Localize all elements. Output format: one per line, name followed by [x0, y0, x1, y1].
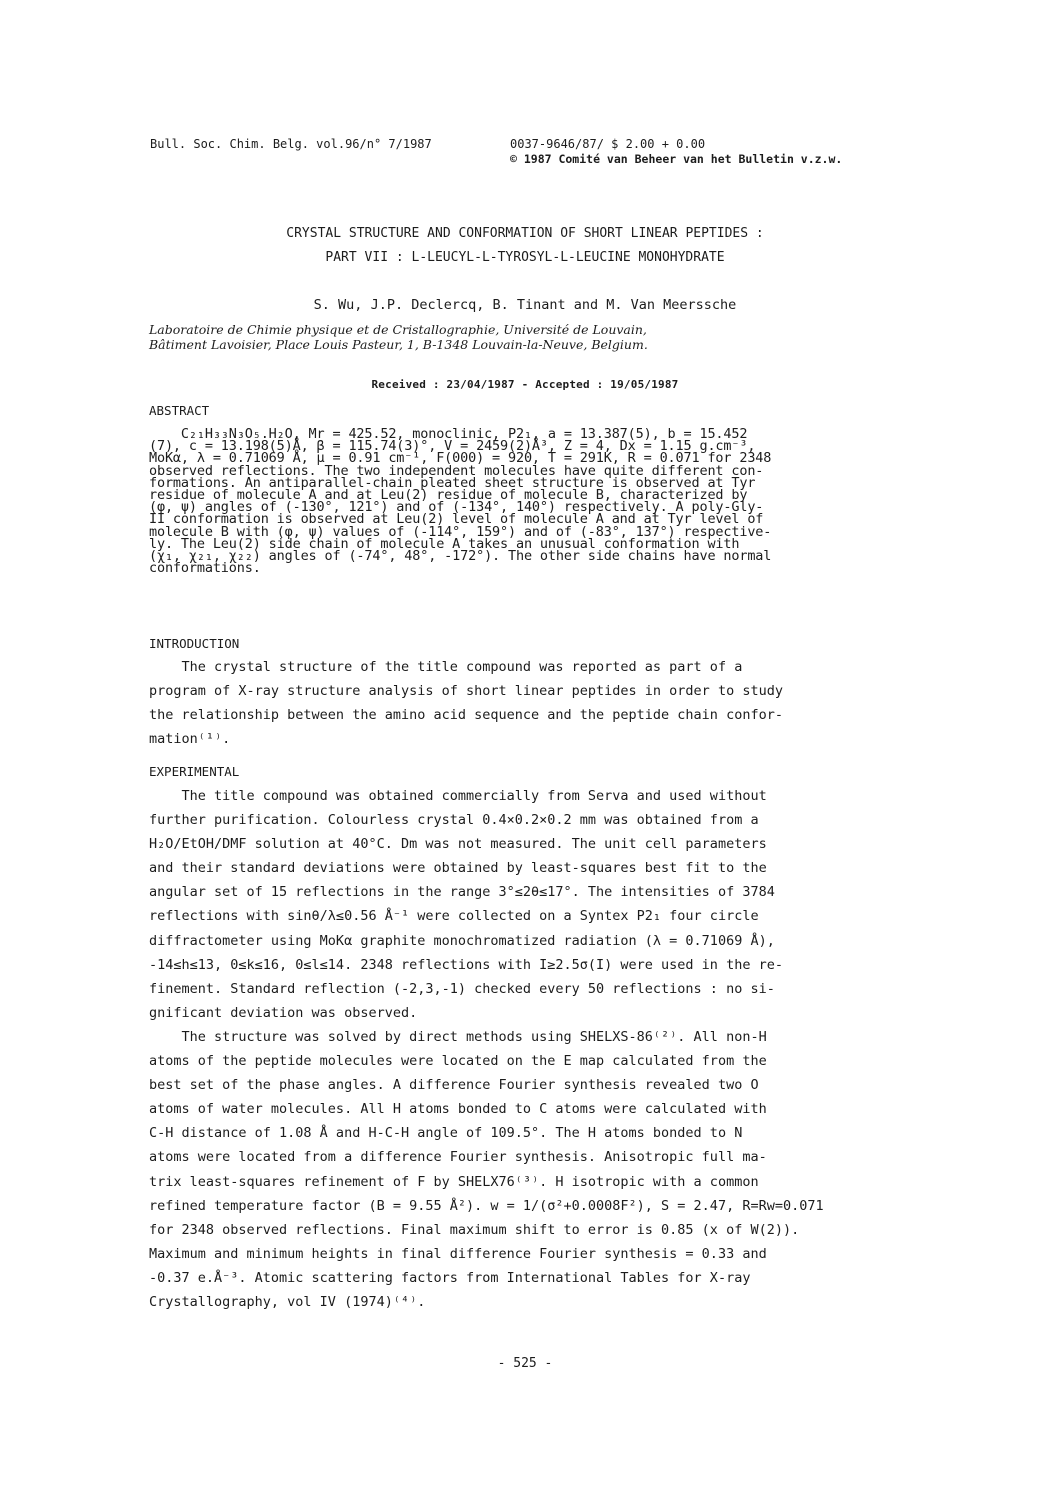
received-accepted-dates: Received : 23/04/1987 - Accepted : 19/05/1987 [371, 378, 679, 391]
experimental-line: for 2348 observed reflections. Final maximum shift to error is 0.85 (x of W(2)). [149, 1221, 800, 1238]
experimental-line: atoms were located from a difference Fourier synthesis. Anisotropic full ma- [149, 1149, 767, 1166]
introduction-line: program of X-ray structure analysis of short linear peptides in order to study [149, 683, 783, 700]
experimental-line: -0.37 e.Å⁻³. Atomic scattering factors from International Tables for X-ray [149, 1269, 751, 1286]
experimental-line: H₂O/EtOH/DMF solution at 40°C. Dm was not measured. The unit cell parameters [149, 836, 767, 853]
experimental-line: reflections with sinθ/λ≤0.56 Å⁻¹ were collected on a Syntex P2₁ four circle [149, 908, 759, 925]
experimental-line: best set of the phase angles. A difference Fourier synthesis revealed two O [149, 1077, 759, 1094]
introduction-heading: INTRODUCTION [149, 636, 240, 651]
experimental-line: further purification. Colourless crystal 0.4×0.2×0.2 mm was obtained from a [149, 812, 759, 829]
abstract-line: formations. An antiparallel-chain pleated sheet structure is observed at Tyr [149, 474, 756, 491]
copyright-line: © 1987 Comité van Beheer van het Bulletin v.z.w. [510, 152, 843, 166]
experimental-line: and their standard deviations were obtained by least-squares best fit to the [149, 860, 767, 877]
experimental-line: The structure was solved by direct methods using SHELXS-86⁽²⁾. All non-H [149, 1028, 767, 1045]
abstract-line: (7), c = 13.198(5)Å, β = 115.74(3)°, V = 2459(2)Å³, Z = 4, Dx = 1.15 g.cm⁻³, [149, 438, 756, 455]
abstract-line: II conformation is observed at Leu(2) level of molecule A and at Tyr level of [149, 511, 764, 528]
page-number: - 525 - [497, 1356, 553, 1371]
experimental-text [149, 784, 901, 1314]
abstract-line: (χ₁, χ₂₁, χ₂₂) angles of (-74°, 48°, -172°). The other side chains have normal [149, 548, 772, 565]
abstract-line: observed reflections. The two independent molecules have quite different con- [149, 462, 764, 479]
abstract-line: MoKα, λ = 0.71069 Å, μ = 0.91 cm⁻¹, F(000) = 920, T = 291K, R = 0.071 for 2348 [149, 450, 772, 467]
abstract-line: molecule B with (φ, ψ) values of (-114°, 159°) and of (-83°, 137°) respective- [149, 523, 772, 540]
abstract-line: C₂₁H₃₃N₃O₅.H₂O, Mr = 425.52, monoclinic, P2₁, a = 13.387(5), b = 15.452 [149, 426, 748, 442]
abstract-text [149, 426, 901, 577]
abstract-line: conformations. [149, 560, 261, 577]
paper-title-line-1: CRYSTAL STRUCTURE AND CONFORMATION OF SHORT LINEAR PEPTIDES : [286, 226, 764, 241]
abstract-line: ly. The Leu(2) side chain of molecule A takes an unusual conformation with [149, 535, 740, 552]
experimental-line: diffractometer using MoKα graphite monochromatized radiation (λ = 0.71069 Å), [149, 932, 775, 949]
author-list: S. Wu, J.P. Declercq, B. Tinant and M. Van Meerssche [313, 297, 737, 313]
abstract-line: residue of molecule A and at Leu(2) residue of molecule B, characterized by [149, 487, 748, 504]
experimental-line: trix least-squares refinement of F by SHELX76⁽³⁾. H isotropic with a common [149, 1173, 759, 1190]
introduction-line: The crystal structure of the title compound was reported as part of a [149, 659, 743, 675]
journal-reference: Bull. Soc. Chim. Belg. vol.96/n° 7/1987 [150, 137, 432, 151]
experimental-line: atoms of the peptide molecules were located on the E map calculated from the [149, 1053, 767, 1070]
experimental-line: C-H distance of 1.08 Å and H-C-H angle of 109.5°. The H atoms bonded to N [149, 1125, 743, 1142]
experimental-line: Maximum and minimum heights in final difference Fourier synthesis = 0.33 and [149, 1245, 767, 1262]
experimental-heading: EXPERIMENTAL [149, 764, 240, 779]
paper-title-line-2: PART VII : L-LEUCYL-L-TYROSYL-L-LEUCINE MONOHYDRATE [325, 250, 725, 265]
introduction-line: mation⁽¹⁾. [149, 731, 231, 748]
experimental-line: -14≤h≤13, 0≤k≤16, 0≤l≤14. 2348 reflections with I≥2.5σ(I) were used in the re- [149, 956, 783, 973]
experimental-line: The title compound was obtained commercially from Serva and used without [149, 788, 767, 804]
experimental-line: atoms of water molecules. All H atoms bonded to C atoms were calculated with [149, 1101, 767, 1118]
experimental-line: Crystallography, vol IV (1974)⁽⁴⁾. [149, 1293, 426, 1310]
abstract-heading: ABSTRACT [149, 403, 210, 418]
issn-price: 0037-9646/87/ $ 2.00 + 0.00 [510, 137, 706, 151]
abstract-line: (φ, ψ) angles of (-130°, 121°) and of (-134°, 140°) respectively. A poly-Gly- [149, 499, 764, 516]
affiliation-line-2: Bâtiment Lavoisier, Place Louis Pasteur, 1, B-1348 Louvain-la-Neuve, Belgium. [149, 337, 648, 352]
experimental-line: gnificant deviation was observed. [149, 1004, 418, 1021]
experimental-line: refined temperature factor (B = 9.55 Å²). w = 1/(σ²+0.0008F²), S = 2.47, R=Rw=0.071 [149, 1197, 824, 1214]
experimental-line: angular set of 15 reflections in the range 3°≤2θ≤17°. The intensities of 3784 [149, 884, 775, 901]
introduction-line: the relationship between the amino acid sequence and the peptide chain confor- [149, 707, 783, 724]
affiliation-line-1: Laboratoire de Chimie physique et de Cristallographie, Université de Louvain, [149, 322, 647, 337]
introduction-text [149, 655, 901, 751]
experimental-line: finement. Standard reflection (-2,3,-1) checked every 50 reflections : no si- [149, 980, 775, 997]
